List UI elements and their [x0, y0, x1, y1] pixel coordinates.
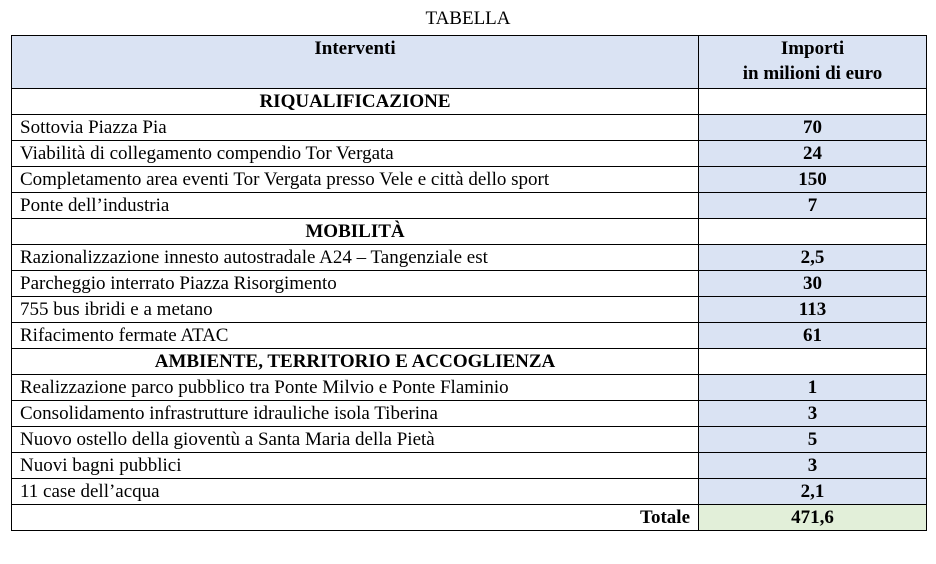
amount-cell: 3	[699, 401, 927, 427]
table-row	[12, 297, 927, 323]
amount-cell	[699, 219, 927, 245]
interventions-table	[11, 35, 927, 531]
table-row	[12, 401, 927, 427]
amount-cell: 113	[699, 297, 927, 323]
amount-cell: 2,5	[699, 245, 927, 271]
total-label: Totale	[12, 505, 699, 531]
header-importi-line1: Importi	[780, 38, 845, 59]
intervention-label: Completamento area eventi Tor Vergata presso Vele e città dello sport	[12, 167, 699, 193]
intervention-label: Realizzazione parco pubblico tra Ponte Milvio e Ponte Flaminio	[12, 375, 699, 401]
amount-cell: 61	[699, 323, 927, 349]
intervention-label: 11 case dell’acqua	[12, 479, 699, 505]
table-row	[12, 479, 927, 505]
section-title: MOBILITÀ	[12, 219, 699, 245]
section-row	[12, 219, 927, 245]
intervention-label: Razionalizzazione innesto autostradale A24 – Tangenziale est	[12, 245, 699, 271]
section-title: AMBIENTE, TERRITORIO E ACCOGLIENZA	[12, 349, 699, 375]
table-row	[12, 271, 927, 297]
intervention-label: Rifacimento fermate ATAC	[12, 323, 699, 349]
intervention-label: Parcheggio interrato Piazza Risorgimento	[12, 271, 699, 297]
table-row	[12, 453, 927, 479]
amount-cell	[699, 349, 927, 375]
intervention-label: Sottovia Piazza Pia	[12, 115, 699, 141]
amount-cell: 1	[699, 375, 927, 401]
table-row	[12, 141, 927, 167]
table-body	[12, 89, 927, 505]
table-row	[12, 193, 927, 219]
header-importi	[699, 36, 927, 89]
intervention-label: Consolidamento infrastrutture idrauliche isola Tiberina	[12, 401, 699, 427]
total-amount: 471,6	[699, 505, 927, 531]
intervention-label: Nuovo ostello della gioventù a Santa Maria della Pietà	[12, 427, 699, 453]
table-row	[12, 427, 927, 453]
table-row	[12, 167, 927, 193]
amount-cell	[699, 89, 927, 115]
table-header-row	[12, 36, 927, 89]
amount-cell: 2,1	[699, 479, 927, 505]
table-row	[12, 375, 927, 401]
intervention-label: Ponte dell’industria	[12, 193, 699, 219]
amount-cell: 30	[699, 271, 927, 297]
section-title: RIQUALIFICAZIONE	[12, 89, 699, 115]
total-row	[12, 505, 927, 531]
table-row	[12, 115, 927, 141]
amount-cell: 7	[699, 193, 927, 219]
header-interventi: Interventi	[12, 36, 699, 89]
section-row	[12, 89, 927, 115]
amount-cell: 150	[699, 167, 927, 193]
amount-cell: 3	[699, 453, 927, 479]
intervention-label: Nuovi bagni pubblici	[12, 453, 699, 479]
intervention-label: 755 bus ibridi e a metano	[12, 297, 699, 323]
table-row	[12, 323, 927, 349]
amount-cell: 24	[699, 141, 927, 167]
table-row	[12, 245, 927, 271]
header-importi-line2: in milioni di euro	[742, 63, 883, 84]
amount-cell: 70	[699, 115, 927, 141]
section-row	[12, 349, 927, 375]
amount-cell: 5	[699, 427, 927, 453]
intervention-label: Viabilità di collegamento compendio Tor Vergata	[12, 141, 699, 167]
table-caption: TABELLA	[425, 8, 511, 29]
